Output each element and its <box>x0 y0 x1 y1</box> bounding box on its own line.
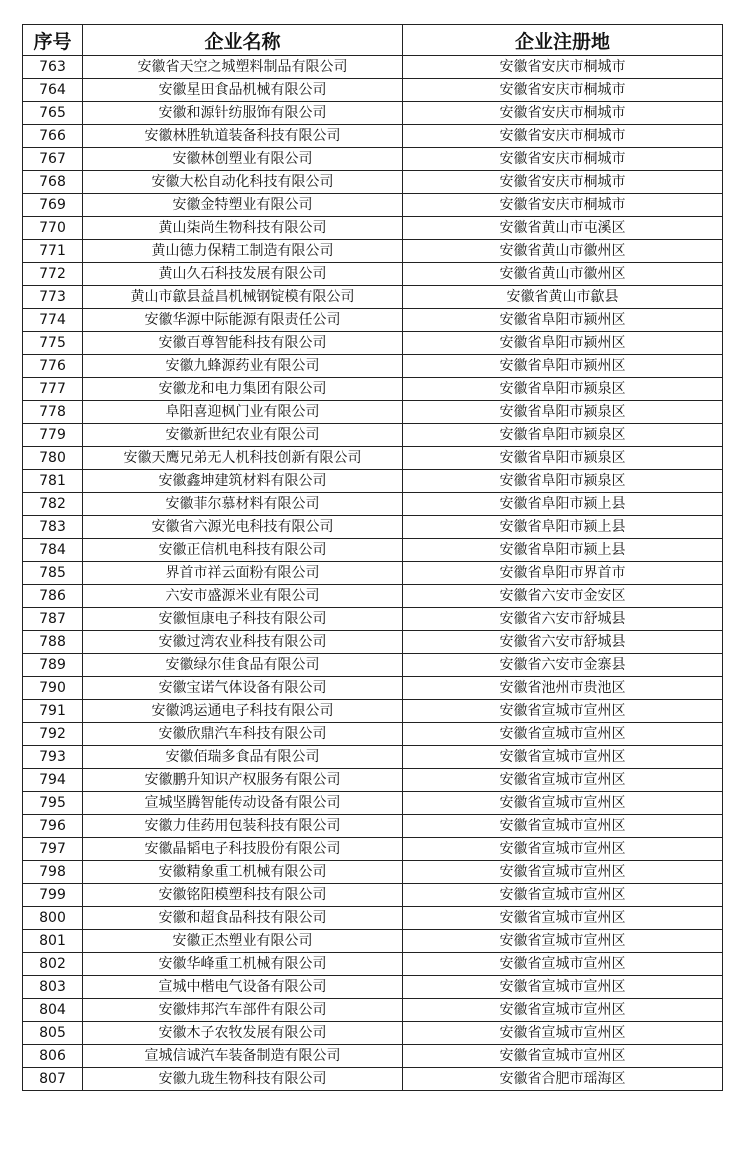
table-row <box>23 401 723 424</box>
registration-location-cell: 安徽省黄山市徽州区 <box>403 240 723 263</box>
serial-number-cell: 788 <box>23 631 83 654</box>
serial-number-cell: 775 <box>23 332 83 355</box>
table-row <box>23 585 723 608</box>
serial-number-cell: 778 <box>23 401 83 424</box>
serial-number-cell: 795 <box>23 792 83 815</box>
company-name-cell: 安徽省天空之城塑料制品有限公司 <box>83 56 403 79</box>
company-name-cell: 安徽龙和电力集团有限公司 <box>83 378 403 401</box>
serial-number-cell: 784 <box>23 539 83 562</box>
registration-location-cell: 安徽省宣城市宣州区 <box>403 769 723 792</box>
company-name-cell: 安徽林胜轨道装备科技有限公司 <box>83 125 403 148</box>
table-row <box>23 792 723 815</box>
registration-location-cell: 安徽省安庆市桐城市 <box>403 102 723 125</box>
company-name-cell: 安徽恒康电子科技有限公司 <box>83 608 403 631</box>
table-row <box>23 148 723 171</box>
serial-number-cell: 794 <box>23 769 83 792</box>
registration-location-cell: 安徽省宣城市宣州区 <box>403 700 723 723</box>
registration-location-cell: 安徽省宣城市宣州区 <box>403 815 723 838</box>
serial-number-cell: 767 <box>23 148 83 171</box>
table-row <box>23 723 723 746</box>
company-name-cell: 黄山柒尚生物科技有限公司 <box>83 217 403 240</box>
serial-number-cell: 807 <box>23 1068 83 1091</box>
registration-location-cell: 安徽省安庆市桐城市 <box>403 194 723 217</box>
registration-location-cell: 安徽省阜阳市颍泉区 <box>403 470 723 493</box>
serial-number-cell: 764 <box>23 79 83 102</box>
table-row <box>23 838 723 861</box>
table-row <box>23 884 723 907</box>
table-row <box>23 56 723 79</box>
company-name-cell: 宣城信诚汽车装备制造有限公司 <box>83 1045 403 1068</box>
registration-location-cell: 安徽省六安市金寨县 <box>403 654 723 677</box>
table-row <box>23 677 723 700</box>
table-row <box>23 447 723 470</box>
registration-location-cell: 安徽省阜阳市颍泉区 <box>403 447 723 470</box>
registration-location-cell: 安徽省阜阳市颍州区 <box>403 332 723 355</box>
registration-location-cell: 安徽省宣城市宣州区 <box>403 884 723 907</box>
table-row <box>23 378 723 401</box>
table-row <box>23 953 723 976</box>
registration-location-cell: 安徽省黄山市徽州区 <box>403 263 723 286</box>
serial-number-cell: 768 <box>23 171 83 194</box>
table-row <box>23 332 723 355</box>
header-serial-number: 序号 <box>23 25 83 56</box>
company-name-cell: 安徽省六源光电科技有限公司 <box>83 516 403 539</box>
registration-location-cell: 安徽省阜阳市颍泉区 <box>403 401 723 424</box>
serial-number-cell: 781 <box>23 470 83 493</box>
header-registration-location: 企业注册地 <box>403 25 723 56</box>
company-name-cell: 宣城中楷电气设备有限公司 <box>83 976 403 999</box>
company-name-cell: 黄山德力保精工制造有限公司 <box>83 240 403 263</box>
header-company-name: 企业名称 <box>83 25 403 56</box>
table-row <box>23 1045 723 1068</box>
company-name-cell: 安徽绿尔佳食品有限公司 <box>83 654 403 677</box>
serial-number-cell: 769 <box>23 194 83 217</box>
serial-number-cell: 783 <box>23 516 83 539</box>
company-name-cell: 阜阳喜迎枫门业有限公司 <box>83 401 403 424</box>
company-name-cell: 安徽铭阳模塑科技有限公司 <box>83 884 403 907</box>
company-name-cell: 安徽宝诺气体设备有限公司 <box>83 677 403 700</box>
serial-number-cell: 763 <box>23 56 83 79</box>
company-name-cell: 安徽晶韬电子科技股份有限公司 <box>83 838 403 861</box>
table-row <box>23 470 723 493</box>
company-name-cell: 安徽天鹰兄弟无人机科技创新有限公司 <box>83 447 403 470</box>
serial-number-cell: 785 <box>23 562 83 585</box>
company-name-cell: 安徽林创塑业有限公司 <box>83 148 403 171</box>
company-name-cell: 安徽佰瑞多食品有限公司 <box>83 746 403 769</box>
company-name-cell: 安徽欣鼎汽车科技有限公司 <box>83 723 403 746</box>
serial-number-cell: 798 <box>23 861 83 884</box>
serial-number-cell: 782 <box>23 493 83 516</box>
registration-location-cell: 安徽省阜阳市颍泉区 <box>403 378 723 401</box>
table-row <box>23 539 723 562</box>
serial-number-cell: 801 <box>23 930 83 953</box>
serial-number-cell: 793 <box>23 746 83 769</box>
company-name-cell: 安徽鹏升知识产权服务有限公司 <box>83 769 403 792</box>
registration-location-cell: 安徽省宣城市宣州区 <box>403 723 723 746</box>
company-name-cell: 安徽金特塑业有限公司 <box>83 194 403 217</box>
table-row <box>23 286 723 309</box>
serial-number-cell: 796 <box>23 815 83 838</box>
registration-location-cell: 安徽省宣城市宣州区 <box>403 999 723 1022</box>
serial-number-cell: 780 <box>23 447 83 470</box>
table-row <box>23 194 723 217</box>
company-name-cell: 六安市盛源米业有限公司 <box>83 585 403 608</box>
table-row <box>23 240 723 263</box>
serial-number-cell: 770 <box>23 217 83 240</box>
company-name-cell: 安徽华源中际能源有限责任公司 <box>83 309 403 332</box>
serial-number-cell: 803 <box>23 976 83 999</box>
serial-number-cell: 792 <box>23 723 83 746</box>
table-row <box>23 976 723 999</box>
company-name-cell: 安徽精象重工机械有限公司 <box>83 861 403 884</box>
registration-location-cell: 安徽省宣城市宣州区 <box>403 792 723 815</box>
serial-number-cell: 799 <box>23 884 83 907</box>
header-row <box>23 25 723 56</box>
registration-location-cell: 安徽省宣城市宣州区 <box>403 1045 723 1068</box>
company-name-cell: 宣城坚腾智能传动设备有限公司 <box>83 792 403 815</box>
table-row <box>23 424 723 447</box>
registration-location-cell: 安徽省宣城市宣州区 <box>403 746 723 769</box>
table-row <box>23 815 723 838</box>
enterprise-table-container <box>22 24 722 1091</box>
table-row <box>23 171 723 194</box>
serial-number-cell: 789 <box>23 654 83 677</box>
table-row <box>23 125 723 148</box>
registration-location-cell: 安徽省合肥市瑶海区 <box>403 1068 723 1091</box>
table-row <box>23 562 723 585</box>
company-name-cell: 安徽炜邦汽车部件有限公司 <box>83 999 403 1022</box>
table-row <box>23 1068 723 1091</box>
serial-number-cell: 772 <box>23 263 83 286</box>
company-name-cell: 界首市祥云面粉有限公司 <box>83 562 403 585</box>
registration-location-cell: 安徽省阜阳市颍州区 <box>403 355 723 378</box>
company-name-cell: 安徽鸿运通电子科技有限公司 <box>83 700 403 723</box>
registration-location-cell: 安徽省安庆市桐城市 <box>403 125 723 148</box>
registration-location-cell: 安徽省六安市舒城县 <box>403 608 723 631</box>
registration-location-cell: 安徽省黄山市歙县 <box>403 286 723 309</box>
company-name-cell: 安徽和源针纺服饰有限公司 <box>83 102 403 125</box>
serial-number-cell: 806 <box>23 1045 83 1068</box>
company-name-cell: 黄山久石科技发展有限公司 <box>83 263 403 286</box>
company-name-cell: 安徽华峰重工机械有限公司 <box>83 953 403 976</box>
registration-location-cell: 安徽省宣城市宣州区 <box>403 953 723 976</box>
serial-number-cell: 774 <box>23 309 83 332</box>
registration-location-cell: 安徽省宣城市宣州区 <box>403 1022 723 1045</box>
company-name-cell: 安徽菲尔慕材料有限公司 <box>83 493 403 516</box>
registration-location-cell: 安徽省安庆市桐城市 <box>403 148 723 171</box>
table-row <box>23 769 723 792</box>
serial-number-cell: 800 <box>23 907 83 930</box>
table-row <box>23 263 723 286</box>
company-name-cell: 安徽新世纪农业有限公司 <box>83 424 403 447</box>
serial-number-cell: 766 <box>23 125 83 148</box>
registration-location-cell: 安徽省宣城市宣州区 <box>403 930 723 953</box>
company-name-cell: 安徽木子农牧发展有限公司 <box>83 1022 403 1045</box>
registration-location-cell: 安徽省阜阳市界首市 <box>403 562 723 585</box>
company-name-cell: 安徽大松自动化科技有限公司 <box>83 171 403 194</box>
serial-number-cell: 779 <box>23 424 83 447</box>
registration-location-cell: 安徽省阜阳市颍上县 <box>403 539 723 562</box>
company-name-cell: 安徽九蜂源药业有限公司 <box>83 355 403 378</box>
registration-location-cell: 安徽省六安市舒城县 <box>403 631 723 654</box>
company-name-cell: 安徽和超食品科技有限公司 <box>83 907 403 930</box>
serial-number-cell: 777 <box>23 378 83 401</box>
serial-number-cell: 805 <box>23 1022 83 1045</box>
registration-location-cell: 安徽省阜阳市颍上县 <box>403 493 723 516</box>
table-row <box>23 355 723 378</box>
company-name-cell: 安徽正信机电科技有限公司 <box>83 539 403 562</box>
registration-location-cell: 安徽省安庆市桐城市 <box>403 171 723 194</box>
table-body <box>23 56 723 1091</box>
serial-number-cell: 790 <box>23 677 83 700</box>
serial-number-cell: 765 <box>23 102 83 125</box>
registration-location-cell: 安徽省安庆市桐城市 <box>403 56 723 79</box>
company-name-cell: 黄山市歙县益昌机械钢锭模有限公司 <box>83 286 403 309</box>
company-name-cell: 安徽鑫坤建筑材料有限公司 <box>83 470 403 493</box>
registration-location-cell: 安徽省宣城市宣州区 <box>403 861 723 884</box>
registration-location-cell: 安徽省阜阳市颍泉区 <box>403 424 723 447</box>
registration-location-cell: 安徽省阜阳市颍州区 <box>403 309 723 332</box>
table-row <box>23 861 723 884</box>
serial-number-cell: 802 <box>23 953 83 976</box>
registration-location-cell: 安徽省黄山市屯溪区 <box>403 217 723 240</box>
registration-location-cell: 安徽省阜阳市颍上县 <box>403 516 723 539</box>
serial-number-cell: 773 <box>23 286 83 309</box>
registration-location-cell: 安徽省池州市贵池区 <box>403 677 723 700</box>
enterprise-table <box>22 24 723 1091</box>
registration-location-cell: 安徽省安庆市桐城市 <box>403 79 723 102</box>
table-row <box>23 700 723 723</box>
table-row <box>23 746 723 769</box>
table-row <box>23 516 723 539</box>
table-row <box>23 217 723 240</box>
company-name-cell: 安徽九珑生物科技有限公司 <box>83 1068 403 1091</box>
serial-number-cell: 787 <box>23 608 83 631</box>
company-name-cell: 安徽百尊智能科技有限公司 <box>83 332 403 355</box>
table-header <box>23 25 723 56</box>
registration-location-cell: 安徽省宣城市宣州区 <box>403 976 723 999</box>
serial-number-cell: 776 <box>23 355 83 378</box>
table-row <box>23 493 723 516</box>
serial-number-cell: 771 <box>23 240 83 263</box>
registration-location-cell: 安徽省宣城市宣州区 <box>403 838 723 861</box>
table-row <box>23 1022 723 1045</box>
company-name-cell: 安徽过湾农业科技有限公司 <box>83 631 403 654</box>
serial-number-cell: 786 <box>23 585 83 608</box>
serial-number-cell: 804 <box>23 999 83 1022</box>
table-row <box>23 309 723 332</box>
registration-location-cell: 安徽省宣城市宣州区 <box>403 907 723 930</box>
table-row <box>23 907 723 930</box>
table-row <box>23 930 723 953</box>
registration-location-cell: 安徽省六安市金安区 <box>403 585 723 608</box>
company-name-cell: 安徽正杰塑业有限公司 <box>83 930 403 953</box>
serial-number-cell: 791 <box>23 700 83 723</box>
table-row <box>23 654 723 677</box>
table-row <box>23 608 723 631</box>
table-row <box>23 102 723 125</box>
company-name-cell: 安徽星田食品机械有限公司 <box>83 79 403 102</box>
table-row <box>23 631 723 654</box>
company-name-cell: 安徽力佳药用包装科技有限公司 <box>83 815 403 838</box>
serial-number-cell: 797 <box>23 838 83 861</box>
table-row <box>23 999 723 1022</box>
table-row <box>23 79 723 102</box>
